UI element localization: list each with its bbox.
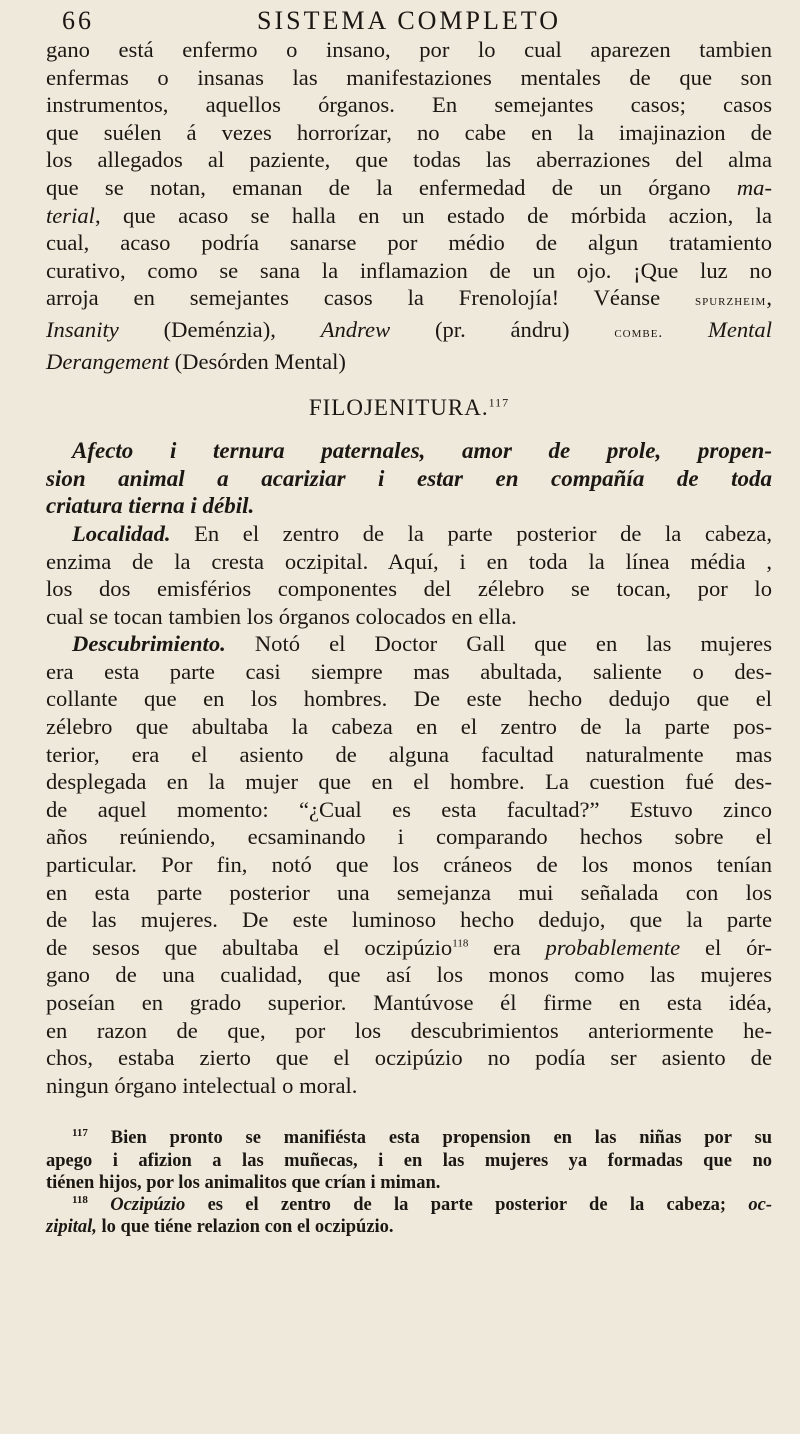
definition-line: sion animal a acariziar i estar en compañía de toda xyxy=(46,465,772,491)
text-line: arroja en semejantes casos la Frenolojía! Véanse spurzheim, xyxy=(46,285,772,311)
text-line: era esta parte casi siempre mas abultada, saliente o des- xyxy=(46,658,772,684)
text-line: de aquel momento: “¿Cual es esta facultad?” Estuvo zinco xyxy=(46,796,772,822)
text-line: enfermas o insanas las manifestaziones mentales de que son xyxy=(46,64,772,90)
paragraph-intro xyxy=(46,36,772,375)
text-line: en esta parte posterior una semejanza mui señalada con los xyxy=(46,879,772,905)
text-line: ningun órgano intelectual o moral. xyxy=(46,1072,358,1098)
footnote-number: 118 xyxy=(72,1193,88,1206)
definition-line: Afecto i ternura paternales, amor de prole, propen- xyxy=(72,438,772,464)
text-line: zélebro que abultaba la cabeza en el zentro de la parte pos- xyxy=(46,714,772,740)
text-line: Insanity (Deménzia), Andrew (pr. ándru) combe. Mental xyxy=(46,316,772,342)
text-line: gano de una cualidad, que así los monos como las mujeres xyxy=(46,962,772,988)
section-title: FILOJENITURA.$^{117}$ xyxy=(308,395,510,421)
text-line: poseían en grado superior. Mantúvose él firme en esta idéa, xyxy=(46,990,772,1015)
text-line: que suélen á vezes horrorízar, no cabe en la imajinazion de xyxy=(46,119,772,145)
text-line: curativo, como se sana la inflamazion de un ojo. ¡Que luz no xyxy=(46,257,772,283)
footnote-118: $^{118}$ Oczipúzio es el zentro de la parte posterior de la cabeza; oc- zipital, lo que tiéne relazion con el oczipúzio. xyxy=(46,1193,773,1238)
text-line: los allegados al paziente, que todas las aberraziones del alma xyxy=(46,147,772,173)
text-line: cual, acaso podría sanarse por médio de algun tratamiento xyxy=(46,230,772,256)
text-line: enzima de la cresta oczipital. Aquí, i en toda la línea média , xyxy=(46,548,772,574)
text-line: particular. Por fin, notó que los cráneos de los monos tenían xyxy=(46,852,772,878)
text-line: de las mujeres. De este luminoso hecho dedujo, que la parte xyxy=(46,907,772,933)
definition-line: criatura tierna i débil. xyxy=(46,493,255,519)
text-line: collante que en los hombres. De este hecho dedujo que el xyxy=(46,686,772,712)
text-line: años reúniendo, ecsaminando i comparando hechos sobre el xyxy=(46,824,772,850)
text-line: que se notan, emanan de la enfermedad de un órgano ma- xyxy=(46,174,772,200)
text-line: los dos emisférios componentes del zélebro se tocan, por lo xyxy=(46,576,772,602)
footnotes xyxy=(46,1127,772,1238)
descubrimiento-label: Descubrimiento. xyxy=(72,631,226,657)
text-line: Derangement (Desórden Mental) xyxy=(46,348,346,374)
page-header xyxy=(46,6,772,36)
footnote-number: 117 xyxy=(72,1127,88,1140)
text-line: gano está enfermo o insano, por lo cual aparezen tambien xyxy=(46,37,772,62)
text-line: cual se tocan tambien los órganos colocados en ella. xyxy=(46,603,517,629)
text-line: Localidad. En el zentro de la parte posterior de la cabeza, xyxy=(72,520,772,546)
text-line: en razon de que, por los descubrimientos anteriormente he- xyxy=(46,1017,772,1043)
paragraph-localidad xyxy=(46,520,772,630)
text-line: de sesos que abultaba el oczipúzio$^{118}$ era probablemente el ór- xyxy=(46,934,772,960)
localidad-label: Localidad. xyxy=(72,520,171,546)
text-line: desplegada en la mujer que en el hombre. La cuestion fué des- xyxy=(46,769,772,795)
text-line: terial, que acaso se halla en un estado de mórbida aczion, la xyxy=(46,202,772,228)
page-number: 66 xyxy=(62,6,94,35)
footnote-117: $^{117}$ Bien pronto se manifiésta esta propension en las niñas por su apego i afizion a las muñecas, i en las mujeres ya formadas que no tiénen hijos, por los animalitos que crían i miman. xyxy=(46,1127,773,1193)
text-line: Descubrimiento. Notó el Doctor Gall que en las mujeres xyxy=(72,631,772,657)
definition xyxy=(46,437,772,520)
text-line: chos, estaba zierto que el oczipúzio no podía ser asiento de xyxy=(46,1045,772,1071)
paragraph-descubrimiento xyxy=(46,630,772,1099)
footnote-ref: 118 xyxy=(452,937,469,950)
running-title: SISTEMA COMPLETO xyxy=(257,6,561,35)
text-line: terior, era el asiento de alguna facultad naturalmente mas xyxy=(46,741,772,767)
text-line: instrumentos, aquellos órganos. En semejantes casos; casos xyxy=(46,92,772,118)
footnote-ref: 117 xyxy=(488,395,510,410)
